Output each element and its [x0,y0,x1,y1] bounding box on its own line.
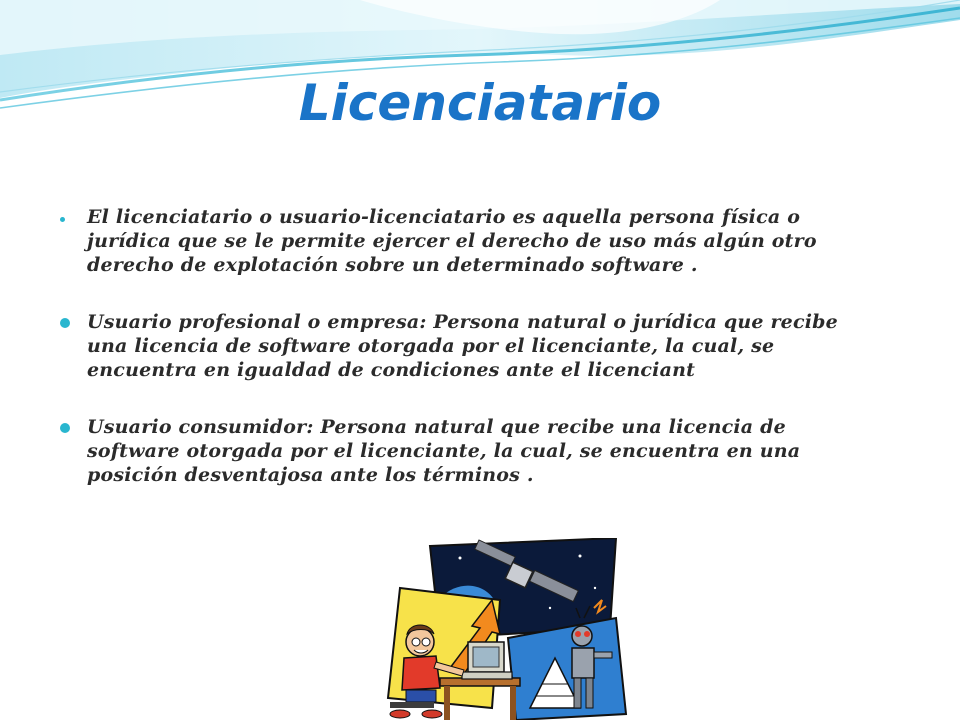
bullet-dot-icon [60,318,70,328]
bullet-dot-icon [60,217,65,222]
computer-user-illustration-icon [380,538,632,720]
bullet-text: Usuario consumidor: Persona natural que recibe una licencia de software otorgada por el licenciante, la cual, se encuentra en una posición desventajosa ante los términos . [87,416,801,486]
slide-title: Licenciatario [298,74,662,132]
bullet-text: El licenciatario o usuario-licenciatario es aquella persona física o jurídica que se le permite ejercer el derecho de uso más algún otro derecho de explotación sobre un determinado software . [87,206,817,276]
bullet-item [60,205,880,277]
bullet-text: Usuario profesional o empresa: Persona natural o jurídica que recibe una licencia de software otorgada por el licenciante, la cual, se encuentra en igualdad de condiciones ante el licenciant [87,311,838,381]
bullet-list [60,205,880,520]
bullet-dot-icon [60,423,70,433]
bullet-item [60,310,880,382]
bullet-item [60,415,880,487]
